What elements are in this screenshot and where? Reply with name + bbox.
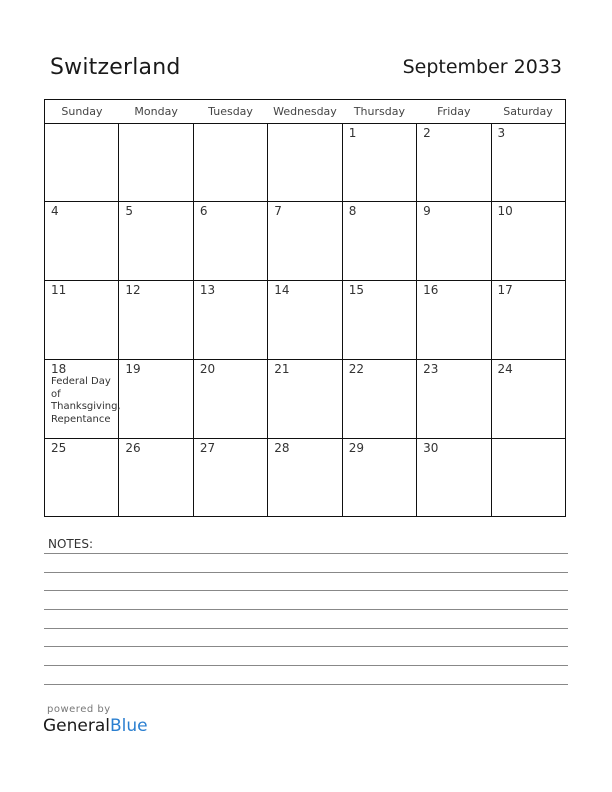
week-row — [45, 281, 566, 360]
day-number: 24 — [497, 362, 513, 376]
weekday-saturday: Saturday — [491, 100, 565, 124]
day-number: 13 — [199, 283, 216, 297]
notes-line — [44, 646, 568, 647]
day-number: 3 — [497, 126, 506, 140]
notes-line — [44, 572, 568, 573]
day-number: 2 — [423, 126, 431, 140]
country-title: Switzerland — [50, 55, 181, 80]
day-number: 20 — [199, 362, 216, 376]
day-cell — [342, 360, 416, 439]
day-cell — [491, 281, 565, 360]
weekday-thursday: Thursday — [342, 100, 416, 124]
day-number: 25 — [51, 441, 67, 455]
day-cell — [119, 360, 193, 439]
day-number: 6 — [199, 204, 208, 218]
weekday-header-row — [45, 100, 566, 124]
day-cell — [193, 439, 267, 517]
day-cell — [417, 439, 491, 517]
day-number: 23 — [423, 362, 439, 376]
brand-blue: Blue — [110, 716, 148, 736]
day-cell — [268, 281, 342, 360]
day-number: 22 — [348, 362, 364, 376]
day-number: 27 — [199, 441, 216, 455]
day-cell — [45, 439, 119, 517]
day-number: 28 — [274, 441, 290, 455]
weekday-sunday: Sunday — [45, 100, 119, 124]
day-cell — [491, 439, 565, 517]
day-cell — [119, 124, 193, 202]
day-number: 14 — [274, 283, 290, 297]
day-cell — [342, 439, 416, 517]
weekday-tuesday: Tuesday — [193, 100, 267, 124]
day-cell — [193, 124, 267, 202]
day-cell — [417, 202, 491, 281]
day-cell — [268, 202, 342, 281]
day-cell — [45, 202, 119, 281]
day-number: 21 — [274, 362, 290, 376]
day-number: 18 — [51, 362, 67, 376]
day-cell — [119, 202, 193, 281]
day-number: 5 — [125, 204, 134, 218]
day-number: 7 — [274, 204, 282, 218]
day-number: 12 — [125, 283, 141, 297]
week-row — [45, 124, 566, 202]
notes-line — [44, 609, 568, 610]
notes-line — [44, 665, 568, 666]
day-cell — [417, 124, 491, 202]
powered-by-text: powered by — [47, 704, 111, 715]
day-cell — [119, 439, 193, 517]
day-number: 26 — [125, 441, 141, 455]
day-cell — [193, 202, 267, 281]
notes-label: NOTES: — [48, 537, 93, 551]
month-year-title: September 2033 — [402, 56, 562, 78]
day-number: 11 — [51, 283, 67, 297]
notes-line — [44, 553, 568, 554]
holiday-label: Federal Day of Thanksgiving, Repentance — [51, 376, 121, 425]
day-cell — [45, 360, 119, 439]
day-cell — [491, 360, 565, 439]
day-cell — [268, 439, 342, 517]
brand-general: General — [43, 716, 110, 736]
day-number: 1 — [348, 126, 357, 140]
week-row — [45, 202, 566, 281]
day-cell — [268, 360, 342, 439]
day-cell — [119, 281, 193, 360]
day-cell — [268, 124, 342, 202]
day-number: 4 — [51, 204, 59, 218]
day-number: 29 — [348, 441, 364, 455]
day-number: 15 — [348, 283, 364, 297]
notes-line — [44, 684, 568, 685]
weekday-monday: Monday — [119, 100, 193, 124]
week-row — [45, 439, 566, 517]
day-number: 16 — [423, 283, 439, 297]
day-number: 10 — [497, 204, 513, 218]
day-cell — [417, 360, 491, 439]
day-cell — [342, 281, 416, 360]
day-cell — [45, 281, 119, 360]
day-number: 30 — [423, 441, 439, 455]
notes-line — [44, 628, 568, 629]
day-cell — [342, 124, 416, 202]
day-number: 17 — [497, 283, 513, 297]
day-cell — [342, 202, 416, 281]
notes-line — [44, 590, 568, 591]
generalblue-logo — [43, 716, 148, 736]
day-cell — [491, 202, 565, 281]
weekday-wednesday: Wednesday — [268, 100, 342, 124]
day-cell — [193, 281, 267, 360]
day-cell — [45, 124, 119, 202]
day-cell — [417, 281, 491, 360]
day-number: 8 — [348, 204, 357, 218]
day-cell — [491, 124, 565, 202]
day-cell — [193, 360, 267, 439]
week-row — [45, 360, 566, 439]
weekday-friday: Friday — [417, 100, 491, 124]
day-number: 9 — [423, 204, 431, 218]
day-number: 19 — [125, 362, 141, 376]
calendar-grid — [44, 99, 566, 517]
